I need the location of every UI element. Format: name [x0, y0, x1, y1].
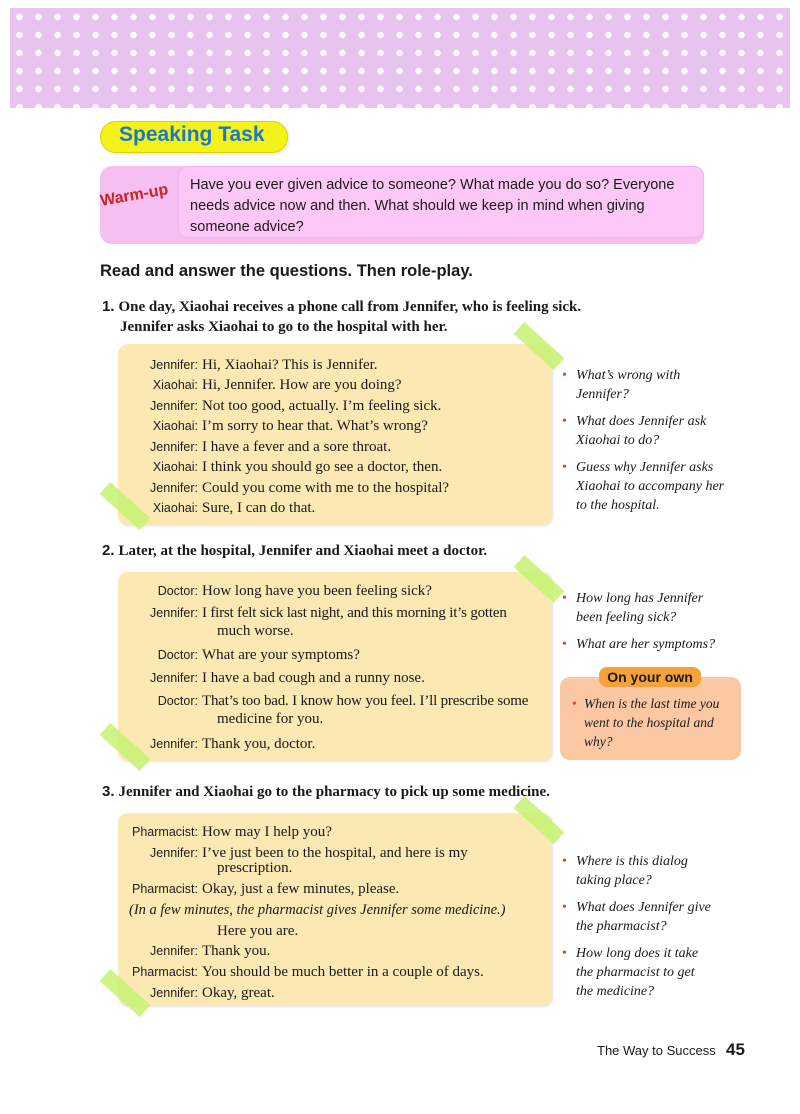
stage-direction: (In a few minutes, the pharmacist gives Jennifer some medicine.)	[129, 902, 506, 918]
question-item: • What’s wrong with Jennifer?	[562, 368, 681, 402]
line-text-continued: medicine for you.	[217, 711, 324, 727]
speaker: Pharmacist:	[132, 965, 198, 979]
line-text: I first felt sick last night, and this morning it’s gotten	[202, 605, 507, 621]
speaker: Jennifer:	[150, 737, 198, 751]
bullet-icon: •	[562, 900, 567, 915]
line-text: Here you are.	[217, 923, 299, 939]
section-1-title	[102, 297, 581, 337]
section-1-questions	[562, 366, 726, 515]
bullet-icon: •	[562, 460, 567, 475]
section-1-title-line1: One day, Xiaohai receives a phone call from Jennifer, who is feeling sick.	[118, 299, 582, 315]
warmup-text: Have you ever given advice to someone? What made you do so? Everyone needs advice now and then. What should we keep in mind when giving someone advice?	[190, 177, 675, 235]
section-3-title-text: Jennifer and Xiaohai go to the pharmacy to pick up some medicine.	[118, 784, 550, 800]
speaker: Pharmacist:	[132, 825, 198, 839]
line-text: Not too good, actually. I’m feeling sick.	[202, 398, 442, 414]
line-text: Thank you.	[202, 943, 271, 959]
section-1-number: 1.	[102, 298, 115, 315]
speaker: Xiaohai:	[152, 501, 198, 515]
line-text: How may I help you?	[202, 824, 332, 840]
on-your-own-question	[572, 694, 734, 751]
line-text: Okay, great.	[202, 985, 275, 1001]
speaker: Xiaohai:	[152, 419, 198, 433]
question-item: • Where is this dialog taking place?	[562, 854, 688, 888]
line-text: You should be much better in a couple of days.	[202, 964, 484, 980]
dialog-box-2	[118, 572, 552, 761]
line-text: What are your symptoms?	[202, 647, 360, 663]
page-number: 45	[726, 1040, 745, 1059]
bullet-icon: •	[562, 591, 567, 606]
on-your-own-label: On your own	[599, 667, 701, 687]
speaker: Jennifer:	[150, 671, 198, 685]
speaker: Jennifer:	[150, 399, 198, 413]
line-text: How long have you been feeling sick?	[202, 583, 432, 599]
bullet-icon: •	[562, 854, 567, 869]
speaker: Xiaohai:	[152, 460, 198, 474]
line-text-continued: much worse.	[217, 623, 294, 639]
question-item: • Guess why Jennifer asks Xiaohai to accompany her to the hospital.	[562, 460, 725, 513]
bullet-icon: •	[562, 946, 567, 961]
line-text: Hi, Xiaohai? This is Jennifer.	[202, 357, 378, 373]
footer-book-title: The Way to Success	[597, 1043, 716, 1058]
star-pattern-banner	[10, 8, 790, 108]
line-text: I think you should go see a doctor, then.	[202, 459, 443, 475]
speaker: Jennifer:	[150, 481, 198, 495]
bullet-icon: •	[562, 414, 567, 429]
bullet-icon: •	[562, 368, 567, 383]
section-2-title-text: Later, at the hospital, Jennifer and Xiaohai meet a doctor.	[118, 543, 488, 559]
question-item: • What does Jennifer give the pharmacist?	[562, 900, 711, 934]
section-1-title-line2: Jennifer asks Xiaohai to go to the hospital with her.	[120, 319, 448, 335]
section-2-number: 2.	[102, 542, 115, 559]
bullet-icon: •	[572, 696, 577, 711]
speaker: Doctor:	[157, 584, 198, 598]
speaker: Pharmacist:	[132, 882, 198, 896]
line-text: Okay, just a few minutes, please.	[202, 881, 400, 897]
speaker: Jennifer:	[150, 846, 198, 860]
line-text: Thank you, doctor.	[202, 736, 316, 752]
speaking-task-label: Speaking Task	[119, 123, 265, 146]
speaker: Jennifer:	[150, 440, 198, 454]
speaker: Doctor:	[157, 648, 198, 662]
line-text: Hi, Jennifer. How are you doing?	[202, 377, 402, 393]
speaker: Jennifer:	[150, 944, 198, 958]
speaker: Jennifer:	[150, 986, 198, 1000]
speaking-task-heading	[100, 121, 288, 153]
speaker: Xiaohai:	[152, 378, 198, 392]
line-text: That’s too bad. I know how you feel. I’ll prescribe some	[202, 693, 529, 709]
speaker: Jennifer:	[150, 606, 198, 620]
section-2-questions	[562, 589, 731, 654]
section-3-questions	[562, 852, 711, 1001]
line-text: Sure, I can do that.	[202, 500, 316, 516]
instruction-heading: Read and answer the questions. Then role-play.	[100, 262, 473, 280]
line-text-continued: prescription.	[217, 860, 293, 876]
line-text: I have a fever and a sore throat.	[202, 439, 392, 455]
question-item: • What does Jennifer ask Xiaohai to do?	[562, 414, 707, 448]
line-text: I have a bad cough and a runny nose.	[202, 670, 425, 686]
question-item: • How long has Jennifer been feeling sick?	[562, 591, 704, 625]
bullet-icon: •	[562, 637, 567, 652]
line-text: I’m sorry to hear that. What’s wrong?	[202, 418, 428, 434]
section-3-number: 3.	[102, 783, 115, 800]
speaker: Doctor:	[157, 694, 198, 708]
warmup-label: Warm-up	[98, 181, 170, 210]
section-3-title	[102, 782, 550, 802]
line-text: I’ve just been to the hospital, and here is my	[202, 845, 468, 861]
question-item: • What are her symptoms?	[562, 637, 716, 652]
section-2-title	[102, 541, 487, 561]
line-text: Could you come with me to the hospital?	[202, 480, 450, 496]
speaker: Jennifer:	[150, 358, 198, 372]
question-item: • How long does it take the pharmacist to get the medicine?	[562, 946, 699, 999]
question-item: • When is the last time you went to the hospital and why?	[572, 696, 720, 749]
